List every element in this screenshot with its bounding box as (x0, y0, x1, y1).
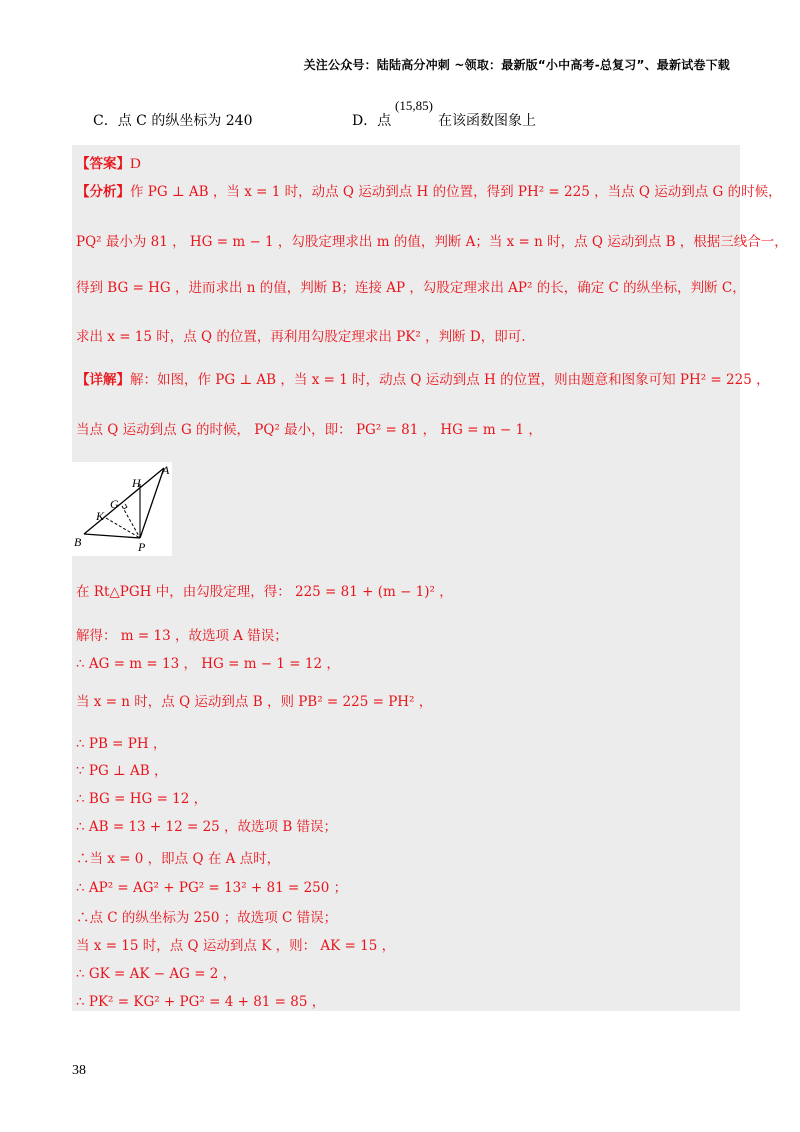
detail-text-1: 解：如图，作 PG ⊥ AB ，当 x = 1 时，动点 Q 运动到点 H 的位置，则由题意和图象可知 PH² = 225 ， (130, 372, 770, 388)
geometry-figure (72, 462, 172, 556)
step-line: 解得： m = 13 ，故选项 A 错误； (76, 628, 288, 644)
step-line: ∴ AG = m = 13 ， HG = m − 1 = 12 ， (76, 656, 340, 672)
answer-line (76, 152, 141, 173)
step-line: ∴ PK² = KG² + PG² = 4 + 81 = 85 ， (76, 994, 326, 1010)
label-g: G (110, 497, 119, 511)
step-line: ∴ AP² = AG² + PG² = 13² + 81 = 250 ； (76, 880, 348, 896)
label-k: K (96, 509, 105, 523)
detail-line-2: 当点 Q 运动到点 G 的时候， PQ² 最小，即： PG² = 81 ， HG = m − 1 ， (76, 422, 542, 438)
analysis-label: 【分析】 (76, 184, 130, 200)
option-c: C．点 C 的纵坐标为 240 (93, 113, 253, 129)
label-p: P (138, 540, 146, 554)
step-line: ∴ GK = AK − AG = 2 ， (76, 966, 237, 982)
analysis-line-3: 得到 BG = HG ，进而求出 n 的值，判断 B；连接 AP ，勾股定理求出 AP² 的长，确定 C 的纵坐标，判断 C， (76, 280, 746, 296)
option-d-point: (15,85) (395, 98, 433, 113)
page-number: 38 (72, 1063, 86, 1078)
option-d-prefix: D．点 (352, 113, 392, 129)
step-line: 在 Rt△PGH 中，由勾股定理，得： 225 = 81 + (m − 1)² ， (76, 584, 453, 600)
label-h: H (132, 476, 141, 490)
label-a: A (162, 463, 170, 477)
analysis-line-1 (76, 180, 782, 200)
step-line: ∴ BG = HG = 12 ， (76, 791, 208, 807)
label-b: B (74, 535, 82, 549)
step-line: ∴ AB = 13 + 12 = 25 ，故选项 B 错误； (76, 819, 338, 835)
answer-label: 【答案】 (76, 156, 130, 172)
step-line: 当 x = n 时，点 Q 运动到点 B ，则 PB² = 225 = PH² ， (76, 694, 433, 710)
detail-line-1 (76, 368, 770, 388)
step-line: ∴点 C 的纵坐标为 250 ；故选项 C 错误； (76, 910, 338, 926)
analysis-line-2: PQ² 最小为 81 ， HG = m − 1 ，勾股定理求出 m 的值，判断 A；当 x = n 时，点 Q 运动到点 B ，根据三线合一， (76, 234, 788, 250)
step-line: ∵ PG ⊥ AB ， (76, 763, 168, 779)
step-line: 当 x = 15 时，点 Q 运动到点 K ，则： AK = 15 ， (76, 938, 396, 954)
step-line: ∴ PB = PH ， (76, 736, 167, 752)
step-line: ∴当 x = 0 ，即点 Q 在 A 点时， (76, 851, 281, 867)
triangle-diagram (72, 462, 172, 556)
answer-value: D (130, 156, 141, 172)
analysis-line-4: 求出 x = 15 时，点 Q 的位置，再利用勾股定理求出 PK² ，判断 D，即可. (76, 329, 526, 345)
detail-label: 【详解】 (76, 372, 130, 388)
page-header: 关注公众号：陆陆高分冲刺 ~领取：最新版“小中高考-总复习”、最新试卷下载 (303, 58, 730, 72)
analysis-text-1: 作 PG ⊥ AB ，当 x = 1 时，动点 Q 运动到点 H 的位置，得到 PH² = 225 ，当点 Q 运动到点 G 的时候， (130, 184, 782, 200)
option-d-suffix: 在该函数图象上 (438, 113, 536, 129)
